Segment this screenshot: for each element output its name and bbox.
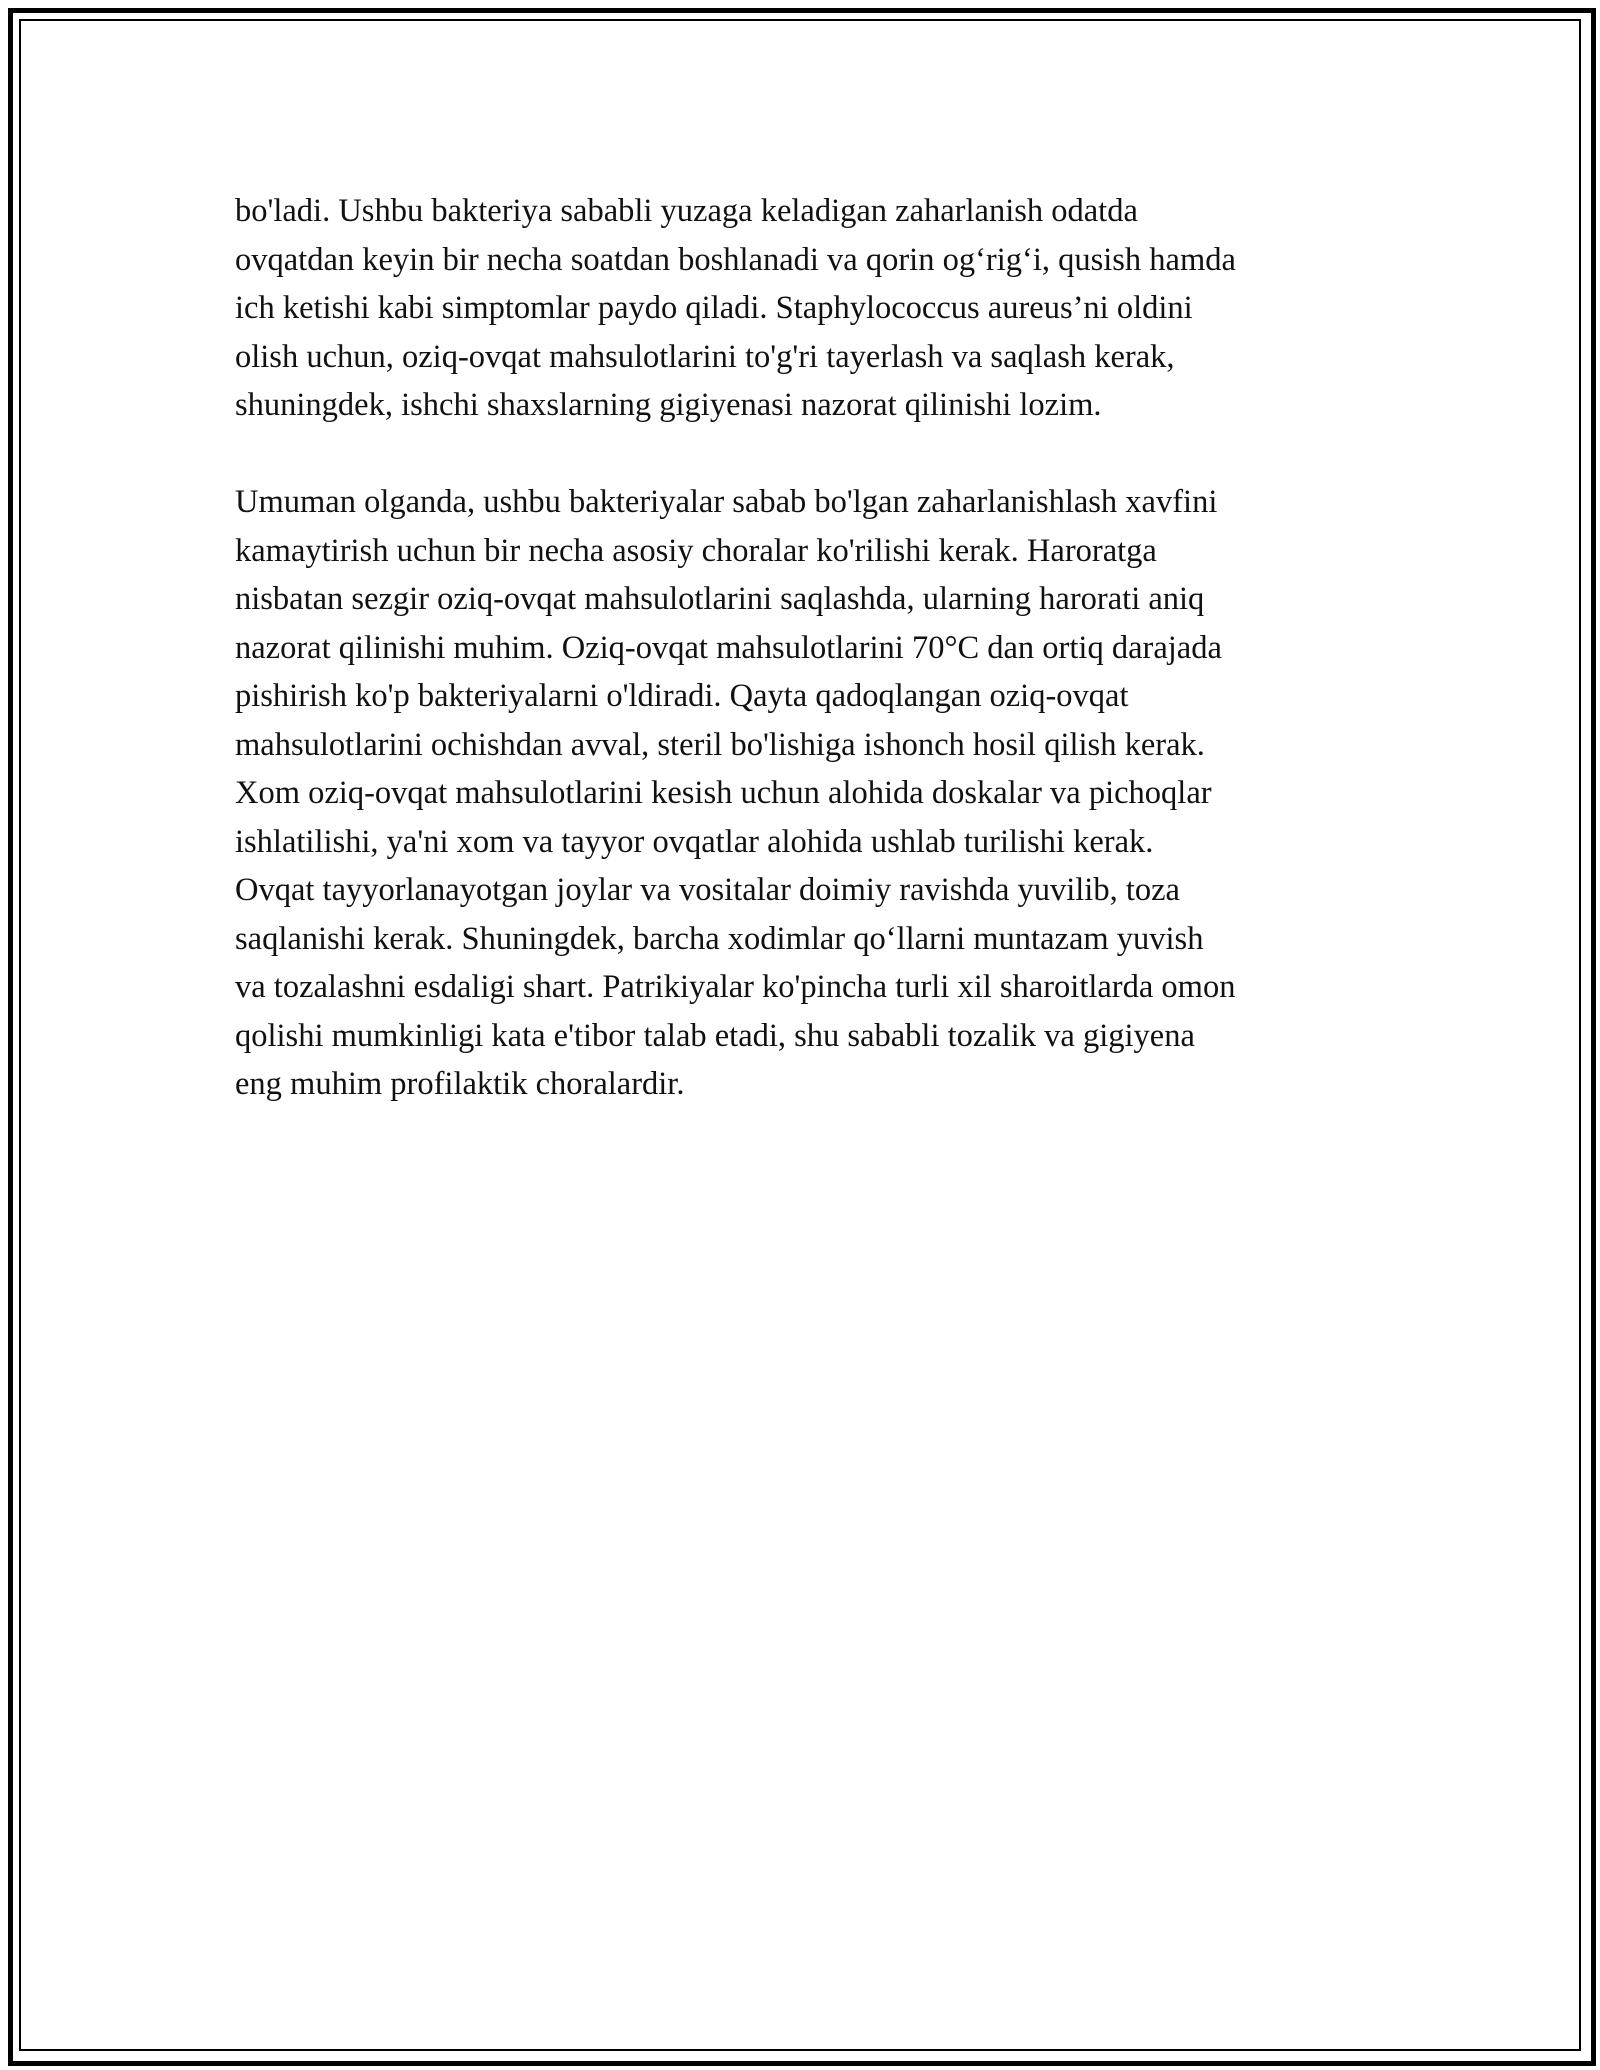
text-line: olish uchun, oziq-ovqat mahsulotlarini to'g'ri tayerlash va saqlash kerak, (235, 338, 1175, 375)
text-line: eng muhim profilaktik choralardir. (235, 1066, 685, 1102)
text-line: saqlanishi kerak. Shuningdek, barcha xodimlar qo‘llarni muntazam yuvish (235, 920, 1204, 957)
document-body (235, 187, 1375, 1109)
paragraph-2 (235, 478, 1375, 1109)
text-line: qolishi mumkinligi kata e'tibor talab etadi, shu sababli tozalik va gigiyena (235, 1017, 1195, 1054)
text-line: mahsulotlarini ochishdan avval, steril bo'lishiga ishonch hosil qilish kerak. (235, 726, 1205, 763)
text-line: ovqatdan keyin bir necha soatdan boshlanadi va qorin og‘rig‘i, qusish hamda (235, 241, 1236, 278)
text-line: Umuman olganda, ushbu bakteriyalar sabab bo'lgan zaharlanishlash xavfini (235, 484, 1218, 520)
text-line: nazorat qilinishi muhim. Oziq-ovqat mahsulotlarini 70°C dan ortiq darajada (235, 629, 1222, 666)
text-line: ich ketishi kabi simptomlar paydo qiladi. Staphylococcus aureus’ni oldini (235, 290, 1193, 326)
text-line: va tozalashni esdaligi shart. Patrikiyalar ko'pincha turli xil sharoitlarda omon (235, 969, 1236, 1005)
text-line: bo'ladi. Ushbu bakteriya sababli yuzaga keladigan zaharlanish odatda (235, 193, 1138, 229)
text-line: nisbatan sezgir oziq-ovqat mahsulotlarini saqlashda, ularning harorati aniq (235, 581, 1205, 617)
text-line: ishlatilishi, ya'ni xom va tayyor ovqatlar alohida ushlab turilishi kerak. (235, 823, 1154, 860)
text-line: Ovqat tayyorlanayotgan joylar va vositalar doimiy ravishda yuvilib, toza (235, 872, 1180, 908)
text-line: shuningdek, ishchi shaxslarning gigiyenasi nazorat qilinishi lozim. (235, 387, 1102, 423)
text-line: Xom oziq-ovqat mahsulotlarini kesish uchun alohida doskalar va pichoqlar (235, 775, 1212, 811)
text-line: kamaytirish uchun bir necha asosiy choralar ko'rilishi kerak. Haroratga (235, 532, 1157, 569)
paragraph-1 (235, 187, 1375, 430)
text-line: pishirish ko'p bakteriyalarni o'ldiradi. Qayta qadoqlangan oziq-ovqat (235, 678, 1129, 714)
